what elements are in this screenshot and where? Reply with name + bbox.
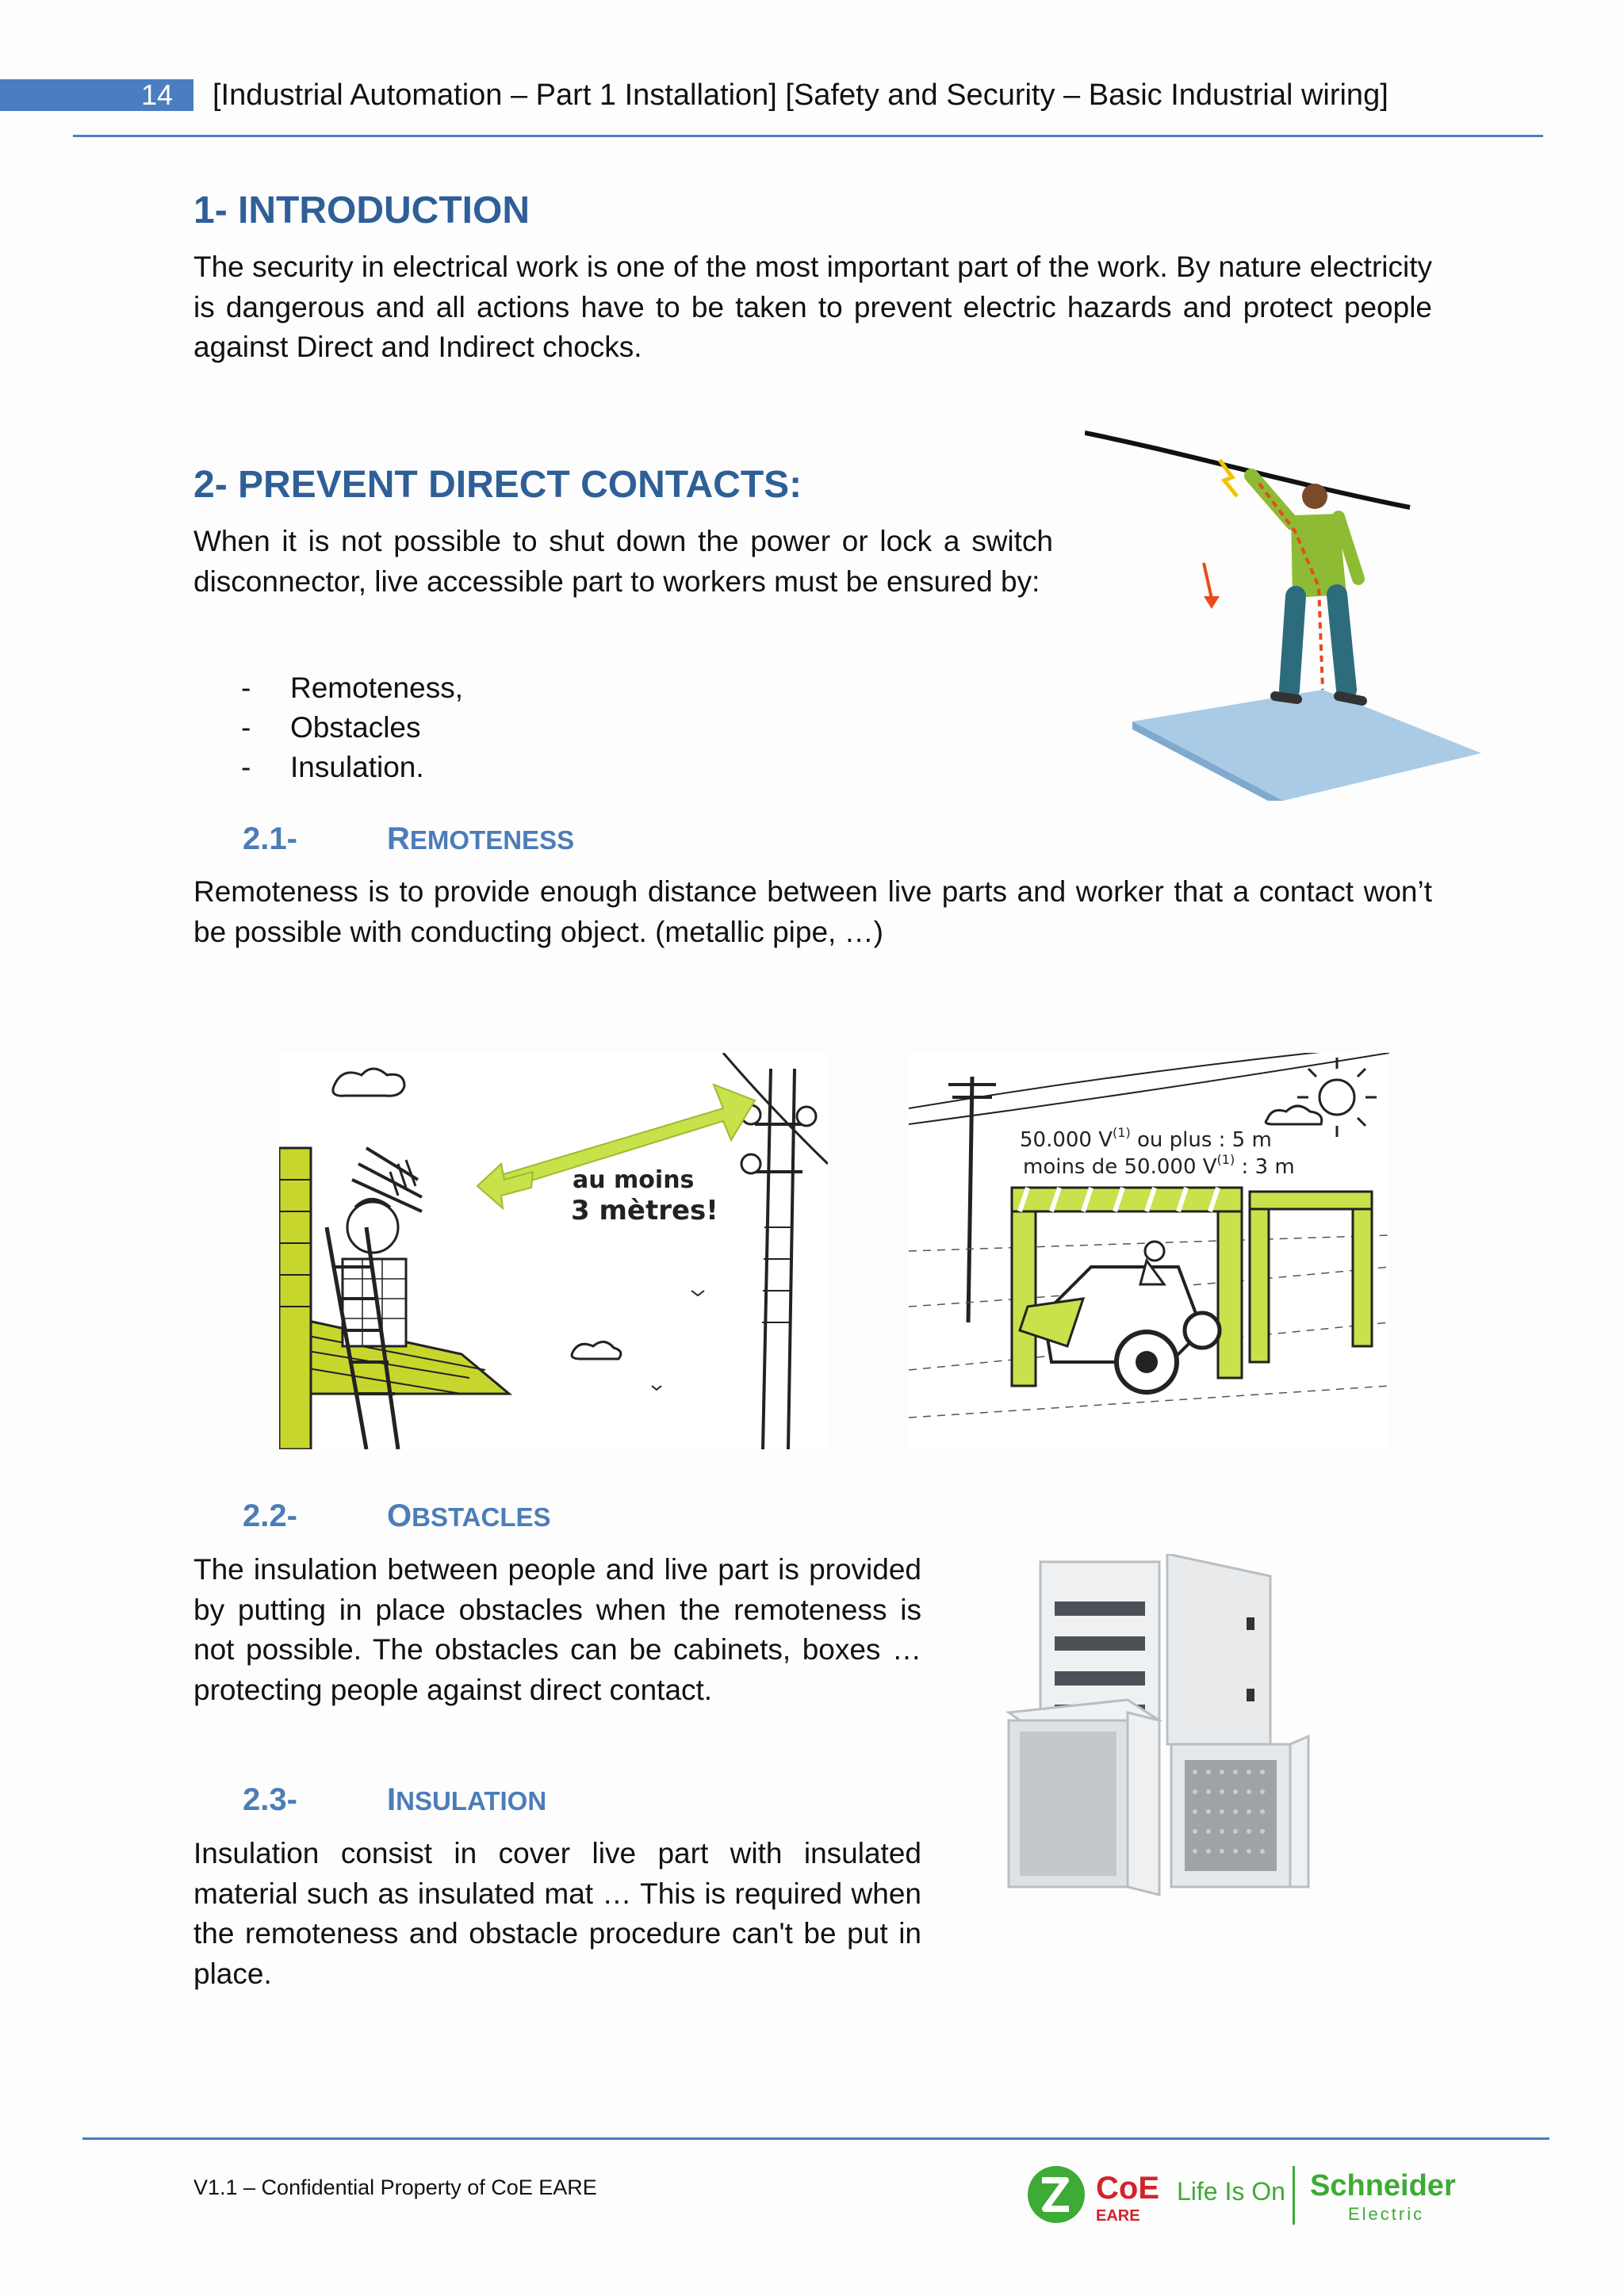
title-rest: EMOTENESS (409, 825, 575, 855)
electric-shock-illustration (1085, 428, 1481, 801)
bullet-marker: - (241, 751, 251, 783)
remoteness-paragraph: Remoteness is to provide enough distance between live parts and worker that a contact won’t be possible with conducting object. (metallic pipe, …) (193, 875, 1432, 948)
schneider-brand-subtext: Electric (1348, 2204, 1425, 2224)
title-rest: BSTACLES (412, 1502, 551, 1532)
subsection-title-obstacles (387, 1497, 551, 1536)
bullet-text: Remoteness, (290, 672, 463, 704)
voltage-distance-line1: 50.000 $V^{(1)}$ ou plus : 5 m (1020, 1125, 1272, 1152)
title-rest: NSULATION (396, 1786, 547, 1816)
bullet-item (238, 708, 421, 748)
subsection-title-remoteness (387, 820, 574, 859)
header-rule (73, 135, 1543, 137)
bullet-item (238, 668, 463, 708)
schneider-brand-name: Schneider (1310, 2169, 1456, 2202)
bullet-marker: - (241, 711, 251, 744)
section-heading-prevent-direct-contacts: 2- PREVENT DIRECT CONTACTS: (193, 464, 802, 506)
bullet-marker: - (241, 672, 251, 704)
subsection-title-insulation (387, 1781, 546, 1820)
coe-logo-subtext: EARE (1096, 2207, 1140, 2225)
bullet-text: Insulation. (290, 751, 424, 783)
voltage-distance-line2: moins de 50.000 $V^{(1)}$ : 3 m (1023, 1152, 1295, 1179)
introduction-paragraph: The security in electrical work is one of the most important part of the work. By nature electricity is dangerous and all actions have to be taken to prevent electric hazards and protect people against Direct and Indirect chocks. (193, 251, 1432, 363)
obstacles-paragraph: The insulation between people and live part is provided by putting in place obstacles when the remoteness is not possible. The obstacles can be cabinets, boxes … protecting people against direct contact. (193, 1553, 921, 1706)
prevent-contacts-paragraph: When it is not possible to shut down the power or lock a switch disconnector, live accessible part to workers must be ensured by: (193, 525, 1053, 598)
subsection-number: 2.2- (243, 1498, 297, 1533)
bullet-text: Obstacles (290, 711, 421, 744)
remoteness-gantry-illustration (909, 1053, 1389, 1449)
header-title: [Industrial Automation – Part 1 Installation] [Safety and Security – Basic Industrial wiring] (213, 78, 1388, 112)
remoteness-house-illustration (279, 1053, 828, 1449)
title-initial: I (387, 1782, 396, 1817)
title-initial: O (387, 1498, 412, 1533)
logo-divider (1293, 2166, 1295, 2225)
coe-logo-icon (1025, 2163, 1088, 2226)
insulation-paragraph: Insulation consist in cover live part with insulated material such as insulated mat … This is required when the remoteness and obstacle procedure can't be put in place. (193, 1837, 921, 1990)
section-heading-introduction: 1- INTRODUCTION (193, 189, 530, 232)
title-initial: R (387, 821, 410, 856)
illustration-caption-line2: 3 mètres! (571, 1195, 718, 1226)
page-number: 14 (140, 78, 173, 111)
subsection-number: 2.3- (243, 1782, 297, 1817)
bullet-item (238, 748, 424, 787)
illustration-caption-line1: au moins (573, 1166, 695, 1194)
electrical-cabinets-image (1001, 1554, 1318, 1934)
subsection-number: 2.1- (243, 821, 297, 856)
footer-rule (82, 2137, 1549, 2140)
life-is-on-tagline: Life Is On (1177, 2177, 1285, 2206)
footer-text: V1.1 – Confidential Property of CoE EARE (193, 2175, 597, 2199)
coe-logo-text: CoE (1096, 2171, 1159, 2206)
